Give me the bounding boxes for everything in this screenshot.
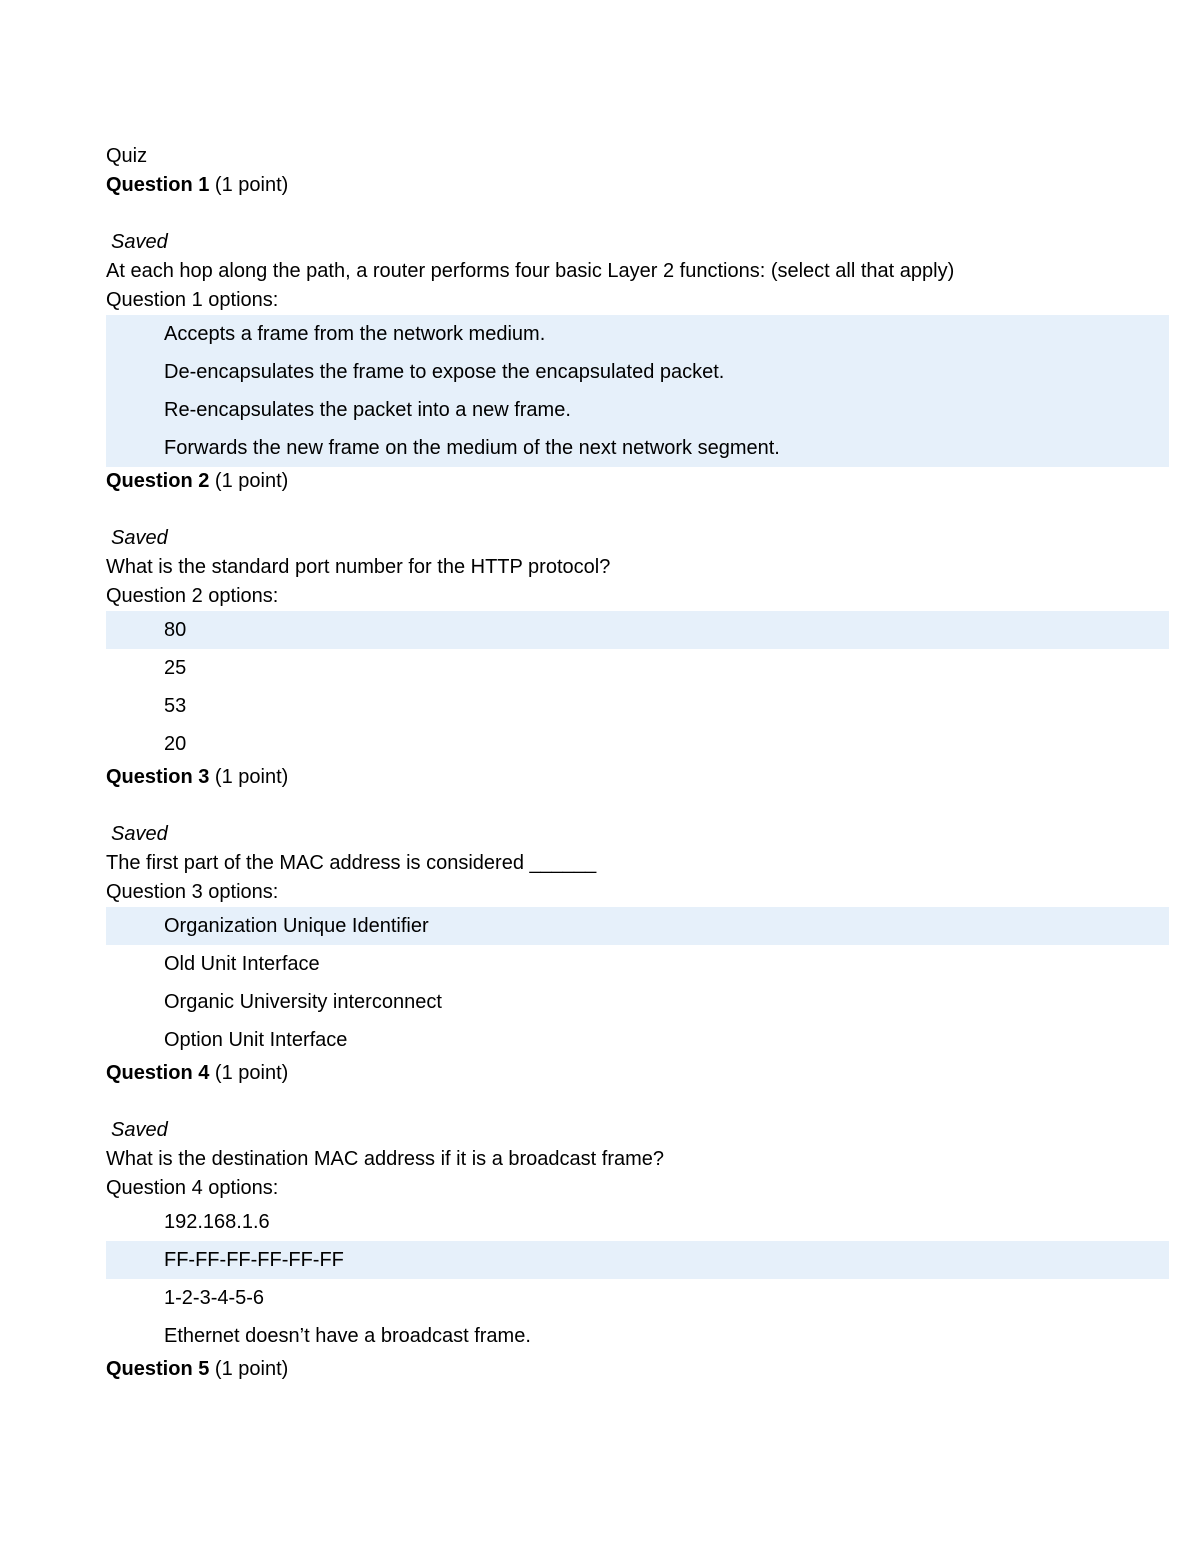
option-item[interactable]: 53 <box>164 695 187 717</box>
options-list <box>106 611 1169 763</box>
question-heading <box>106 1355 1169 1384</box>
question-points: (1 point) <box>214 766 289 788</box>
options-label: Question 1 options: <box>106 289 279 311</box>
option-item[interactable]: 80 <box>106 611 1169 649</box>
question-number: Question 3 <box>106 766 210 788</box>
question-number: Question 5 <box>106 1358 210 1380</box>
saved-status: Saved <box>111 823 168 845</box>
option-item[interactable]: Old Unit Interface <box>164 953 320 975</box>
options-label: Question 4 options: <box>106 1177 279 1199</box>
question-heading <box>106 1059 1169 1088</box>
saved-status: Saved <box>111 231 168 253</box>
question-text: What is the destination MAC address if it is a broadcast frame? <box>106 1148 665 1170</box>
options-label: Question 3 options: <box>106 881 279 903</box>
question-number: Question 2 <box>106 470 210 492</box>
question-heading <box>106 467 1169 496</box>
question-text: At each hop along the path, a router performs four basic Layer 2 functions: (select all that apply) <box>106 260 955 282</box>
option-item[interactable]: Organization Unique Identifier <box>106 907 1169 945</box>
question-points: (1 point) <box>214 1358 289 1380</box>
option-item[interactable]: Option Unit Interface <box>164 1029 348 1051</box>
question-2 <box>106 467 1169 763</box>
option-item[interactable]: Ethernet doesn’t have a broadcast frame. <box>164 1325 531 1347</box>
question-number: Question 1 <box>106 174 210 196</box>
option-item[interactable]: Organic University interconnect <box>164 991 442 1013</box>
saved-status: Saved <box>111 527 168 549</box>
spacer <box>106 792 1169 820</box>
options-list <box>106 1203 1169 1355</box>
quiz-document <box>106 142 1169 1384</box>
spacer <box>106 200 1169 228</box>
option-item[interactable]: FF-FF-FF-FF-FF-FF <box>106 1241 1169 1279</box>
question-heading <box>106 171 1169 200</box>
options-list <box>106 315 1169 467</box>
question-points: (1 point) <box>214 1062 289 1084</box>
question-points: (1 point) <box>214 470 289 492</box>
option-item[interactable]: Re-encapsulates the packet into a new frame. <box>106 391 1169 429</box>
page-title: Quiz <box>106 145 148 167</box>
question-number: Question 4 <box>106 1062 210 1084</box>
question-5 <box>106 1355 1169 1384</box>
option-item[interactable]: 25 <box>164 657 187 679</box>
option-item[interactable]: 192.168.1.6 <box>164 1211 270 1233</box>
spacer <box>106 496 1169 524</box>
question-3 <box>106 763 1169 1059</box>
options-label: Question 2 options: <box>106 585 279 607</box>
question-text: What is the standard port number for the HTTP protocol? <box>106 556 611 578</box>
saved-status: Saved <box>111 1119 168 1141</box>
options-list <box>106 907 1169 1059</box>
question-heading <box>106 763 1169 792</box>
question-4 <box>106 1059 1169 1355</box>
option-item[interactable]: Forwards the new frame on the medium of the next network segment. <box>106 429 1169 467</box>
question-1 <box>106 171 1169 467</box>
spacer <box>106 1088 1169 1116</box>
option-item[interactable]: Accepts a frame from the network medium. <box>106 315 1169 353</box>
question-text: The first part of the MAC address is considered ______ <box>106 852 597 874</box>
option-item[interactable]: 20 <box>164 733 187 755</box>
option-item[interactable]: 1-2-3-4-5-6 <box>164 1287 265 1309</box>
option-item[interactable]: De-encapsulates the frame to expose the encapsulated packet. <box>106 353 1169 391</box>
question-points: (1 point) <box>214 174 289 196</box>
